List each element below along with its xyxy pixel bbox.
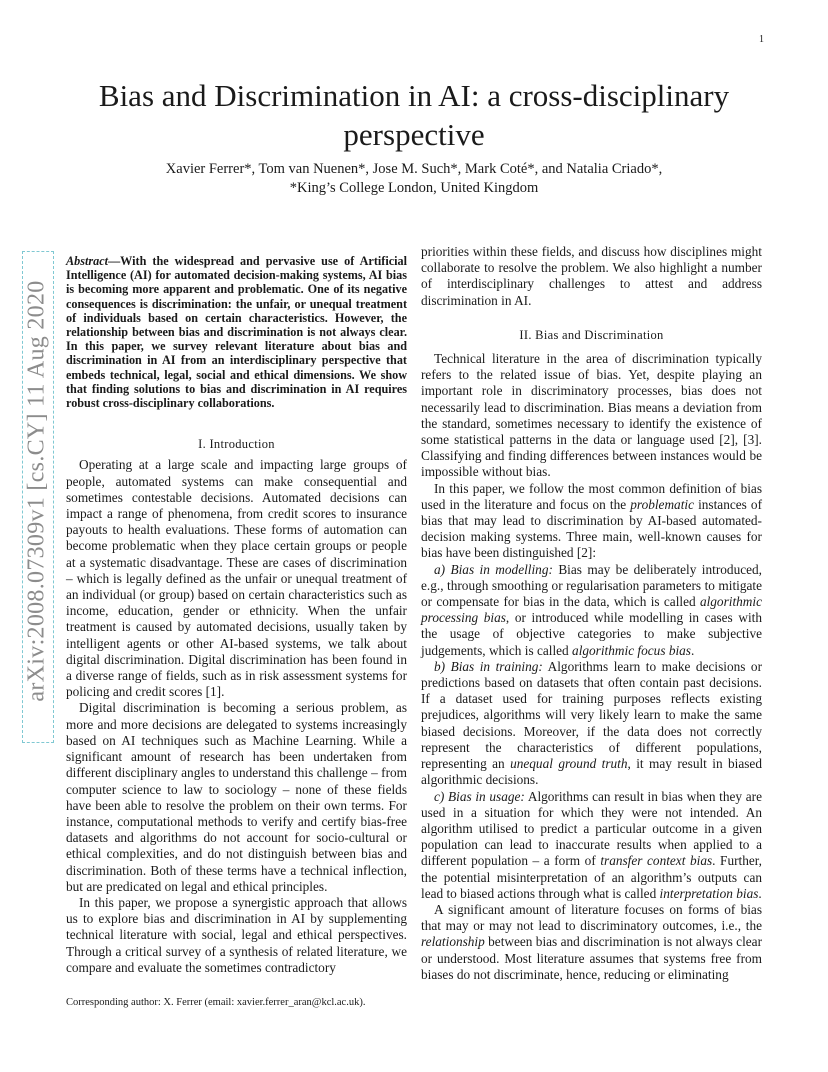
affiliation: *King’s College London, United Kingdom — [289, 180, 539, 196]
right-column — [421, 244, 762, 983]
text-run: instances of bias that may lead to discrimination by AI-based automated-decision making systems. Three main, well-known causes for bias have been distinguished [2]: — [421, 496, 762, 561]
intro-paragraph-continued: priorities within these fields, and discuss how disciplines might collaborate to resolve the problem. We also highlight a number of interdisciplinary challenges to attest and address discrimination in AI. — [421, 244, 762, 308]
text-run: . — [690, 642, 695, 658]
author-list: Xavier Ferrer*, Tom van Nuenen*, Jose M. Such*, Mark Coté*, and Natalia Criado*, — [165, 161, 663, 177]
subsection-bias-usage — [421, 789, 762, 902]
text-run: . — [758, 885, 762, 901]
paper-title: Bias and Discrimination in AI: a cross-disciplinary perspective — [98, 78, 730, 152]
text-run: , it may result in biased algorithmic decisions. — [421, 756, 762, 788]
section2-paragraph — [421, 481, 762, 562]
text-run: between bias and discrimination is not always clear or understood. Most literature assumes that systems free from biases do not discriminate, hence, reducing or eliminating — [421, 934, 762, 982]
page-number: 1 — [759, 34, 764, 45]
section-heading-introduction: I. Introduction — [198, 437, 275, 452]
section-heading-bias-discrimination: II. Bias and Discrimination — [519, 327, 664, 342]
emphasis: problematic — [630, 496, 694, 512]
abstract — [66, 254, 407, 410]
emphasis: algorithmic focus bias — [572, 642, 691, 658]
arxiv-stamp — [14, 243, 62, 743]
emphasis: unequal ground truth — [510, 756, 628, 772]
intro-paragraph: Digital discrimination is becoming a serious problem, as more and more decisions are delegated to systems increasingly based on AI techniques such as Machine Learning. While a significant amount of research has been undertaken from different disciplinary angles to understand this challenge – from computer science to law to sociology – none of these fields have been able to resolve the problem on their own terms. For instance, computational methods to verify and certify bias-free datasets and algorithms do not account for socio-cultural or ethical complexities, and do not distinguish between bias and discrimination. Both of these terms have a technical inflection, but are predicated on legal and ethical principles. — [66, 700, 407, 894]
section2-paragraph: Technical literature in the area of discrimination typically refers to the related issue of bias. Yet, despite playing an important role in discriminatory processes, bias does not necessarily lead to discrimination. Bias means a deviation from the standard, sometimes necessary to identify the existence of some statistical patterns in the data or language used [2], [3]. Classifying and finding differences between instances would be impossible without bias. — [421, 351, 762, 480]
text-run: Algorithms can result in bias when they are used in a situation for which they were not intended. An algorithm utilised to predict a particular outcome in a given population can lead to inaccurate results when applied to a different population – a form of — [421, 788, 762, 869]
subsection-label: a) Bias in modelling: — [434, 561, 553, 577]
text-run: . Further, the potential misinterpretation of an algorithm’s outputs can lead to biased actions through what is called — [421, 853, 762, 901]
emphasis: algorithmic processing bias — [421, 594, 762, 626]
subsection-label: c) Bias in usage: — [434, 788, 525, 804]
text-run: A significant amount of literature focuses on forms of bias that may or may not lead to discriminatory outcomes, i.e., the — [421, 901, 762, 934]
section2-paragraph — [421, 902, 762, 983]
emphasis: interpretation bias — [659, 885, 759, 901]
subsection-label: b) Bias in training: — [434, 658, 543, 674]
emphasis: transfer context bias — [600, 853, 713, 869]
subsection-bias-modelling — [421, 562, 762, 659]
intro-paragraph: Operating at a large scale and impacting large groups of people, automated systems can make consequential and sometimes contestable decisions. Automated decisions can impact a range of phenomena, from credit scores to insurance payouts to health evaluations. These forms of automation can become problematic when they place certain groups or people at a systematic disadvantage. These are cases of discrimination – which is legally defined as the unfair or unequal treatment of an individual (or group) based on certain characteristics such as income, education, gender or ethnicity. When the unfair treatment is caused by automated decisions, usually taken by intelligent agents or other AI-based systems, we talk about digital discrimination. Digital discrimination has been found in a diverse range of fields, such as in risk assessment systems for policing and credit scores [1]. — [66, 457, 407, 700]
corresponding-author-footnote: Corresponding author: X. Ferrer (email: xavier.ferrer_aran@kcl.ac.uk). — [66, 997, 366, 1008]
subsection-bias-training — [421, 659, 762, 789]
text-run: Bias may be deliberately introduced, e.g., through smoothing or regularisation parameters to mitigate or compensate for bias in the data, which is called — [421, 561, 762, 610]
text-run: In this paper, we follow the most common definition of bias used in the literature and focus on the — [421, 480, 762, 512]
emphasis: relationship — [421, 934, 485, 950]
left-column — [66, 254, 407, 976]
text-run: Algorithms learn to make decisions or predictions based on datasets that often contain past decisions. If a dataset used for training purposes reflects existing prejudices, algorithms will very likely learn to make the same biased decisions. Moreover, if the data does not correctly represent the characteristics of different populations, representing an — [421, 658, 762, 772]
arxiv-stamp-text: arXiv:2008.07309v1 [cs.CY] 11 Aug 2020 — [23, 280, 50, 702]
abstract-text: —With the widespread and pervasive use of Artificial Intelligence (AI) for automated decision-making systems, AI bias is becoming more apparent and problematic. One of its negative consequences is discrimination: the unfair, or unequal treatment of individuals based on certain characteristics. However, the relationship between bias and discrimination is not always clear. In this paper, we survey relevant literature about bias and discrimination in AI from an interdisciplinary perspective that embeds technical, legal, social and ethical dimensions. We show that finding solutions to bias and discrimination in AI requires robust cross-disciplinary collaborations. — [66, 254, 407, 411]
intro-paragraph: In this paper, we propose a synergistic approach that allows us to explore bias and discrimination in AI by supplementing technical literature with social, legal and ethical perspectives. Through a critical survey of a synthesis of related literature, we compare and evaluate the sometimes contradictory — [66, 894, 407, 975]
abstract-label: Abstract — [66, 254, 108, 268]
text-run: , or introduced while modelling in cases with the usage of objective categories to make subjective judgements, which is called — [421, 610, 762, 658]
